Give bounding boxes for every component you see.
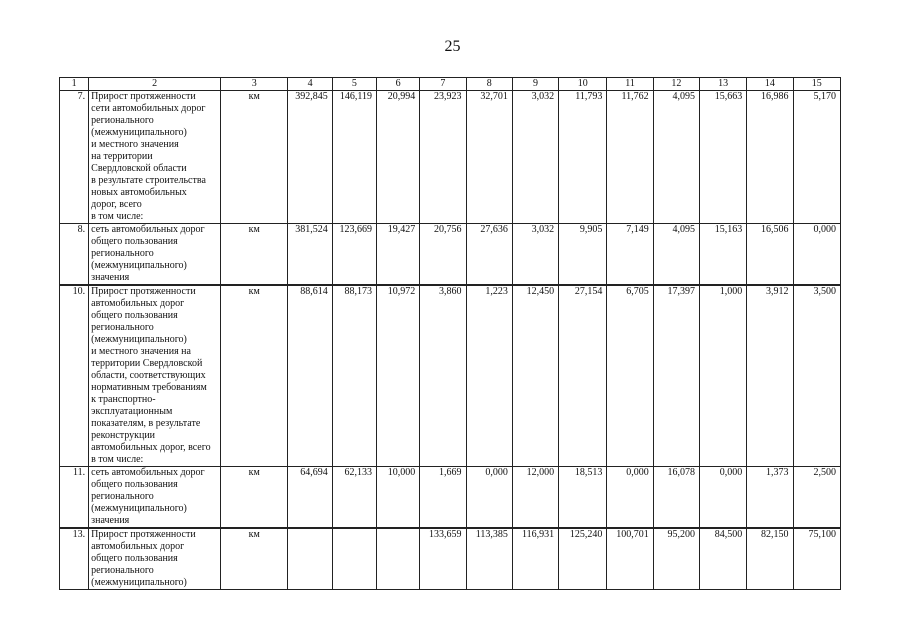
- value-cell: [377, 528, 420, 590]
- value-cell: 88,614: [288, 285, 332, 467]
- value-cell: 2,500: [793, 467, 840, 529]
- header-cell: 5: [332, 78, 376, 91]
- value-cell: 11,793: [559, 91, 607, 224]
- row-number: 8.: [60, 224, 89, 286]
- value-cell: 392,845: [288, 91, 332, 224]
- header-cell: 6: [377, 78, 420, 91]
- description-line: регионального: [91, 248, 154, 259]
- value-cell: 123,669: [332, 224, 376, 286]
- value-cell: 15,663: [699, 91, 746, 224]
- value-cell: 32,701: [466, 91, 512, 224]
- description-line: территории Свердловской: [91, 358, 203, 369]
- value-cell: 16,078: [653, 467, 699, 529]
- value-cell: 0,000: [793, 224, 840, 286]
- description-line: в том числе:: [91, 211, 144, 222]
- table-row: [60, 224, 841, 286]
- row-number: 11.: [60, 467, 89, 529]
- description-line: Прирост протяженности: [91, 529, 196, 540]
- value-cell: 4,095: [653, 224, 699, 286]
- row-unit: км: [221, 224, 288, 286]
- value-cell: 27,636: [466, 224, 512, 286]
- table-row: [60, 285, 841, 467]
- value-cell: 3,860: [420, 285, 466, 467]
- value-cell: 12,450: [512, 285, 558, 467]
- description-line: значения: [91, 515, 130, 526]
- header-cell: 11: [607, 78, 653, 91]
- value-cell: 4,095: [653, 91, 699, 224]
- description-line: сети автомобильных дорог: [91, 103, 206, 114]
- description-line: регионального: [91, 115, 154, 126]
- value-cell: 5,170: [793, 91, 840, 224]
- description-line: регионального: [91, 565, 154, 576]
- description-line: общего пользования: [91, 310, 178, 321]
- description-line: показателям, в результате: [91, 418, 201, 429]
- value-cell: 27,154: [559, 285, 607, 467]
- header-cell: 4: [288, 78, 332, 91]
- value-cell: 64,694: [288, 467, 332, 529]
- table-row: [60, 528, 841, 590]
- value-cell: 1,373: [747, 467, 793, 529]
- value-cell: 1,223: [466, 285, 512, 467]
- description-line: автомобильных дорог: [91, 298, 185, 309]
- description-line: автомобильных дорог, всего: [91, 442, 211, 453]
- description-line: (межмуниципального): [91, 260, 187, 271]
- value-cell: 95,200: [653, 528, 699, 590]
- description-line: дорог, всего: [91, 199, 142, 210]
- description-line: на территории: [91, 151, 153, 162]
- value-cell: 381,524: [288, 224, 332, 286]
- header-cell: 8: [466, 78, 512, 91]
- description-line: Прирост протяженности: [91, 286, 196, 297]
- value-cell: 6,705: [607, 285, 653, 467]
- description-line: и местного значения на: [91, 346, 191, 357]
- description-line: сеть автомобильных дорог: [91, 467, 205, 478]
- row-unit: км: [221, 285, 288, 467]
- value-cell: 133,659: [420, 528, 466, 590]
- header-cell: 1: [60, 78, 89, 91]
- value-cell: 17,397: [653, 285, 699, 467]
- description-line: Свердловской области: [91, 163, 187, 174]
- value-cell: 3,500: [793, 285, 840, 467]
- row-description: [89, 285, 221, 467]
- description-line: (межмуниципального): [91, 127, 187, 138]
- description-line: общего пользования: [91, 479, 178, 490]
- value-cell: 20,994: [377, 91, 420, 224]
- description-line: Прирост протяженности: [91, 91, 196, 102]
- value-cell: 100,701: [607, 528, 653, 590]
- description-line: области, соответствующих: [91, 370, 206, 381]
- description-line: автомобильных дорог: [91, 541, 185, 552]
- description-line: значения: [91, 272, 130, 283]
- value-cell: 19,427: [377, 224, 420, 286]
- value-cell: 10,000: [377, 467, 420, 529]
- value-cell: 82,150: [747, 528, 793, 590]
- header-row: [60, 78, 841, 91]
- row-number: 13.: [60, 528, 89, 590]
- value-cell: 7,149: [607, 224, 653, 286]
- description-line: и местного значения: [91, 139, 179, 150]
- value-cell: 1,000: [699, 285, 746, 467]
- value-cell: 18,513: [559, 467, 607, 529]
- value-cell: 0,000: [699, 467, 746, 529]
- row-unit: км: [221, 91, 288, 224]
- value-cell: 113,385: [466, 528, 512, 590]
- value-cell: 20,756: [420, 224, 466, 286]
- header-cell: 9: [512, 78, 558, 91]
- value-cell: 84,500: [699, 528, 746, 590]
- header-cell: 12: [653, 78, 699, 91]
- header-cell: 2: [89, 78, 221, 91]
- value-cell: 3,032: [512, 91, 558, 224]
- row-description: [89, 467, 221, 529]
- description-line: (межмуниципального): [91, 334, 187, 345]
- value-cell: 10,972: [377, 285, 420, 467]
- header-cell: 10: [559, 78, 607, 91]
- value-cell: 15,163: [699, 224, 746, 286]
- value-cell: 0,000: [607, 467, 653, 529]
- description-line: в результате строительства: [91, 175, 206, 186]
- description-line: общего пользования: [91, 553, 178, 564]
- value-cell: 16,986: [747, 91, 793, 224]
- description-line: в том числе:: [91, 454, 144, 465]
- description-line: регионального: [91, 491, 154, 502]
- row-unit: км: [221, 467, 288, 529]
- row-number: 10.: [60, 285, 89, 467]
- description-line: сеть автомобильных дорог: [91, 224, 205, 235]
- table-row: [60, 467, 841, 529]
- value-cell: 75,100: [793, 528, 840, 590]
- value-cell: 3,032: [512, 224, 558, 286]
- value-cell: 88,173: [332, 285, 376, 467]
- row-unit: км: [221, 528, 288, 590]
- value-cell: 1,669: [420, 467, 466, 529]
- description-line: к транспортно-: [91, 394, 156, 405]
- row-description: [89, 528, 221, 590]
- description-line: эксплуатационным: [91, 406, 173, 417]
- row-description: [89, 224, 221, 286]
- value-cell: 23,923: [420, 91, 466, 224]
- description-line: (межмуниципального): [91, 577, 187, 588]
- description-line: новых автомобильных: [91, 187, 187, 198]
- description-line: нормативным требованиям: [91, 382, 207, 393]
- header-cell: 7: [420, 78, 466, 91]
- row-description: [89, 91, 221, 224]
- page-number: 25: [444, 38, 461, 55]
- header-cell: 14: [747, 78, 793, 91]
- value-cell: 146,119: [332, 91, 376, 224]
- value-cell: 11,762: [607, 91, 653, 224]
- value-cell: 16,506: [747, 224, 793, 286]
- description-line: общего пользования: [91, 236, 178, 247]
- header-cell: 15: [793, 78, 840, 91]
- description-line: регионального: [91, 322, 154, 333]
- description-line: реконструкции: [91, 430, 156, 441]
- row-number: 7.: [60, 91, 89, 224]
- value-cell: 12,000: [512, 467, 558, 529]
- indicators-table: [59, 77, 841, 590]
- value-cell: [288, 528, 332, 590]
- header-cell: 3: [221, 78, 288, 91]
- value-cell: [332, 528, 376, 590]
- value-cell: 9,905: [559, 224, 607, 286]
- value-cell: 62,133: [332, 467, 376, 529]
- header-cell: 13: [699, 78, 746, 91]
- value-cell: 125,240: [559, 528, 607, 590]
- table-row: [60, 91, 841, 224]
- description-line: (межмуниципального): [91, 503, 187, 514]
- value-cell: 0,000: [466, 467, 512, 529]
- value-cell: 116,931: [512, 528, 558, 590]
- value-cell: 3,912: [747, 285, 793, 467]
